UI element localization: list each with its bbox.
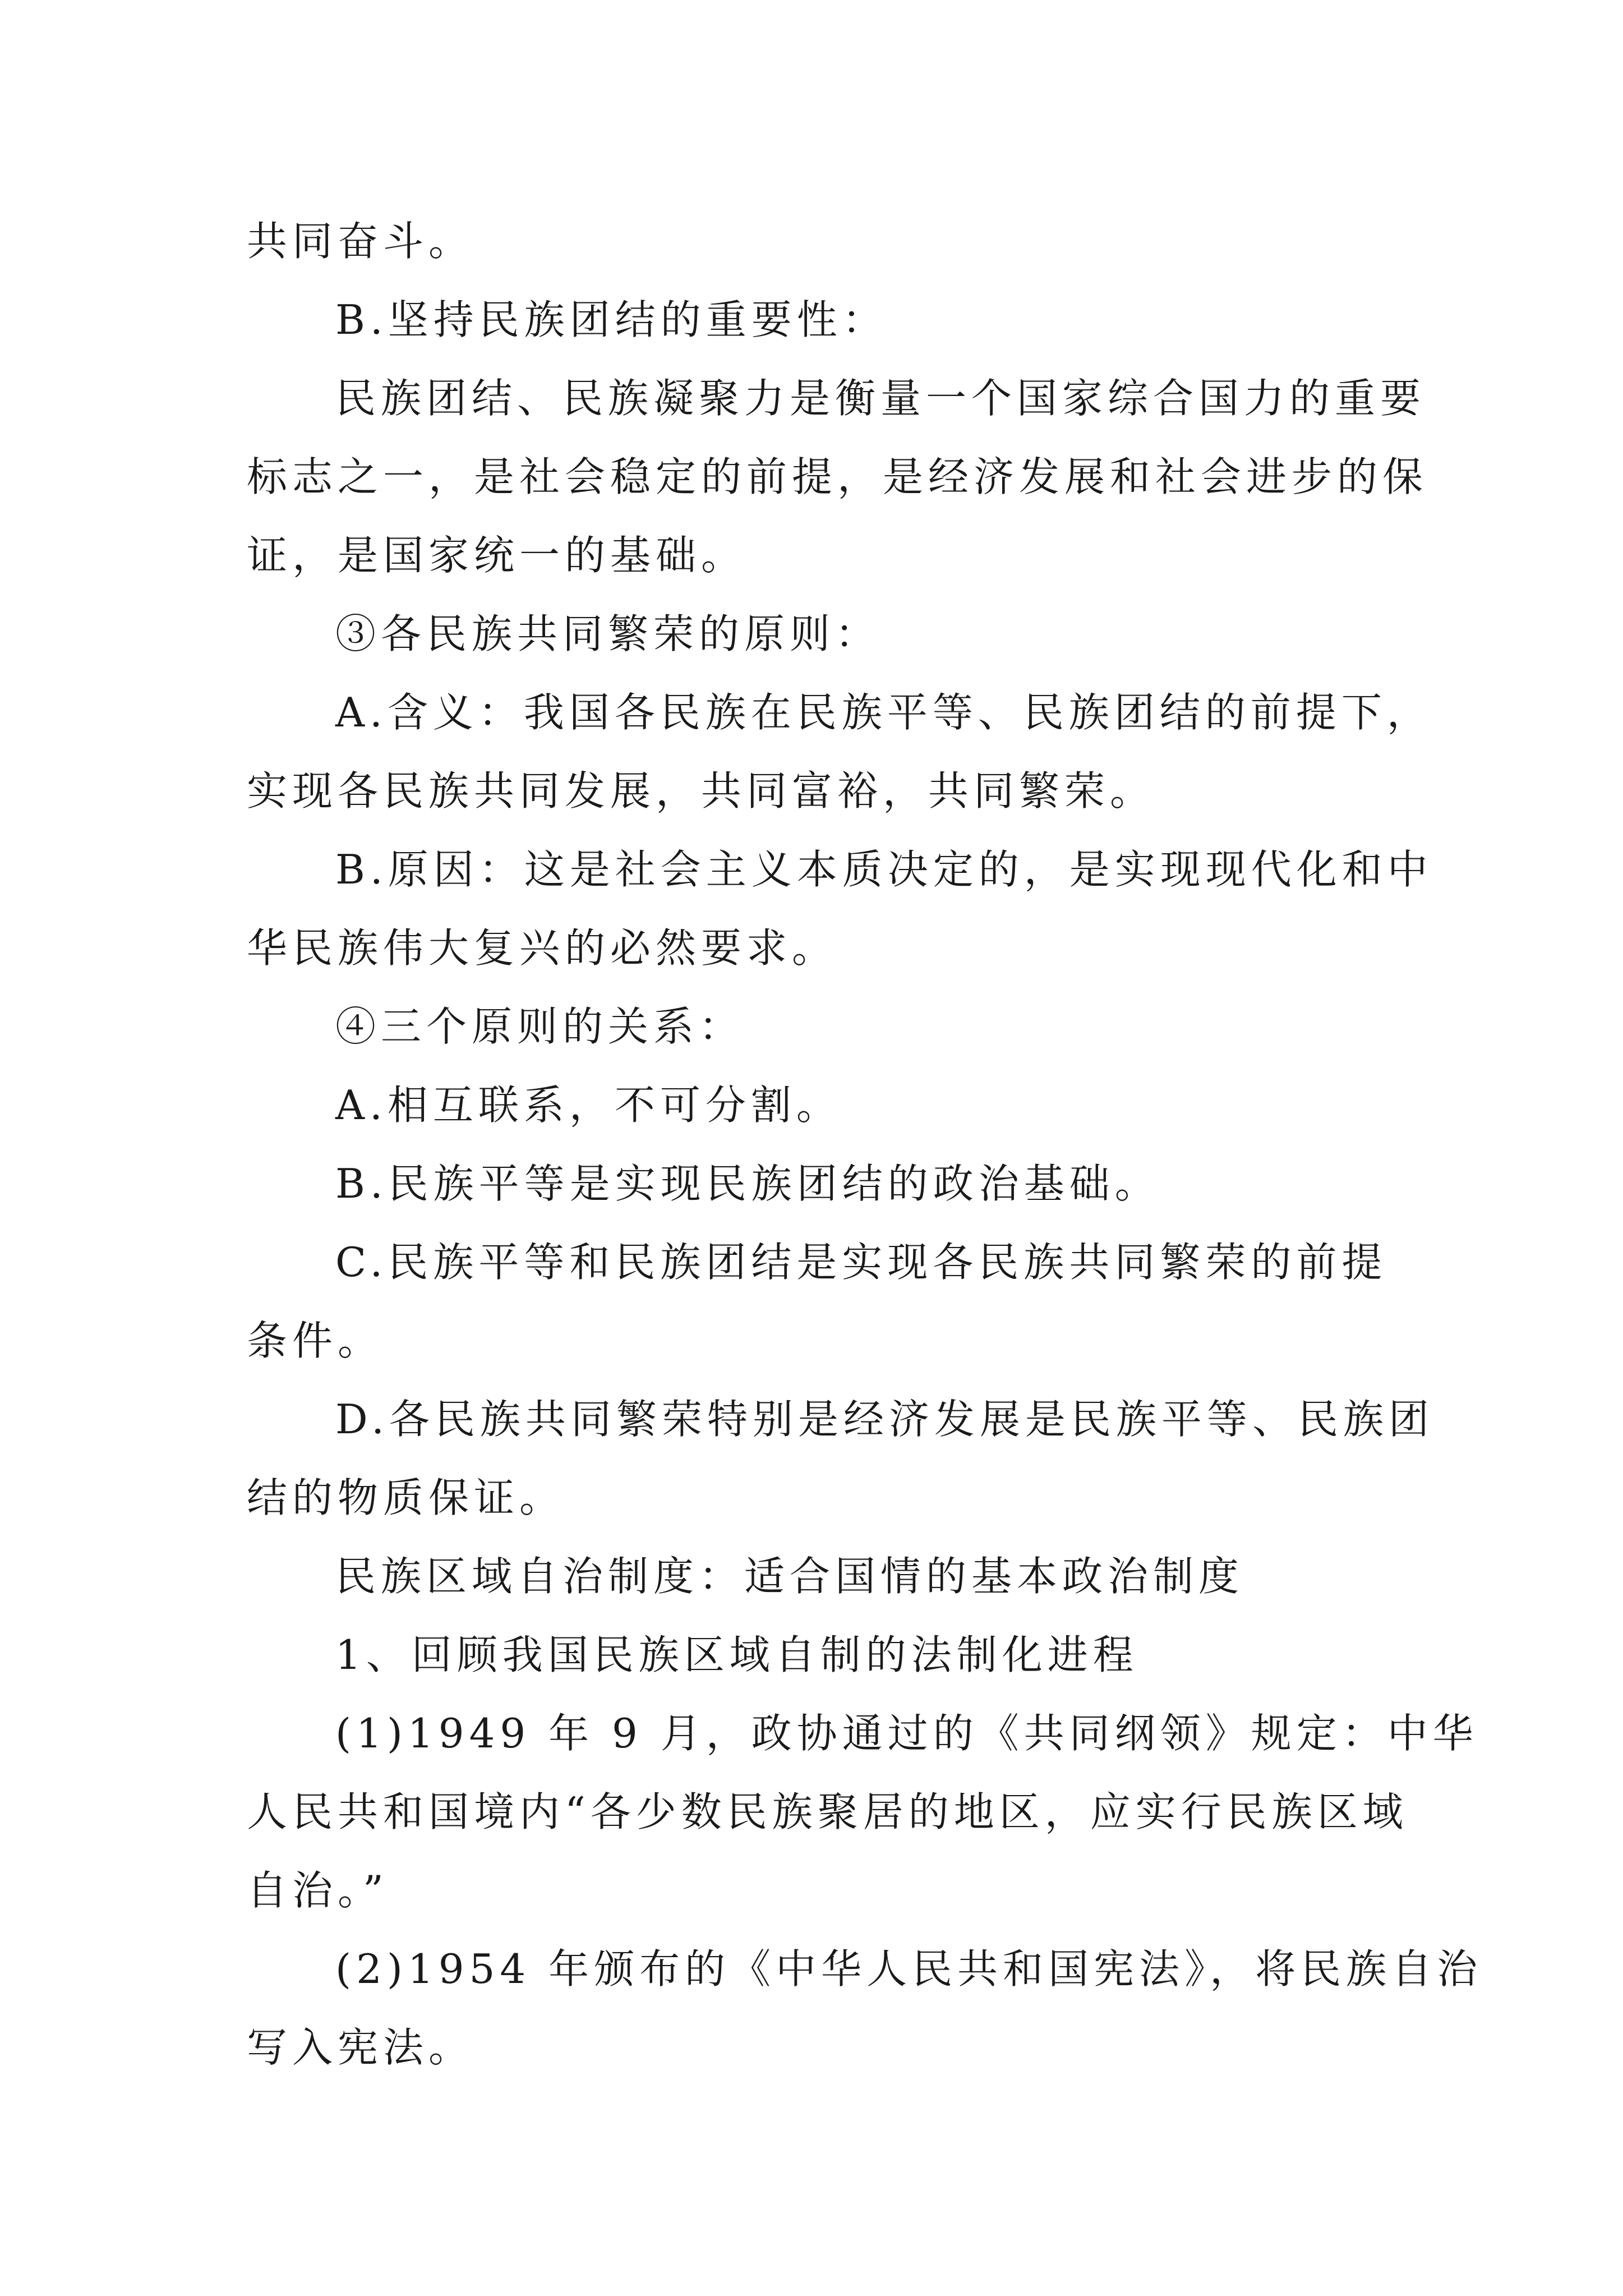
text-line: 结的物质保证。 <box>247 1474 565 1521</box>
text-line: 实现各民族共同发展，共同富裕，共同繁荣。 <box>247 767 1156 815</box>
text-line: 华民族伟大复兴的必然要求。 <box>247 924 838 972</box>
document-page <box>247 202 1483 2087</box>
text-line: C.民族平等和民族团结是实现各民族共同繁荣的前提 <box>335 1239 1387 1286</box>
text-line: ④三个原则的关系： <box>335 1003 745 1050</box>
text-line: A.相互联系，不可分割。 <box>335 1082 842 1129</box>
text-line: (1)1949 年 9 月，政协通过的《共同纲领》规定：中华 <box>335 1710 1478 1757</box>
text-line: B.原因：这是社会主义本质决定的，是实现现代化和中 <box>335 846 1433 893</box>
text-line: B.民族平等是实现民族团结的政治基础。 <box>335 1160 1160 1207</box>
text-line: 自治。” <box>247 1867 389 1914</box>
text-line: ③各民族共同繁荣的原则： <box>335 610 881 657</box>
text-line: B.坚持民族团结的重要性： <box>335 296 888 343</box>
text-line: 写入宪法。 <box>247 2024 474 2071</box>
text-line: (2)1954 年颁布的《中华人民共和国宪法》，将民族自治 <box>335 1945 1483 1993</box>
text-line: 共同奋斗。 <box>247 218 474 265</box>
text-line: 标志之一，是社会稳定的前提，是经济发展和社会进步的保 <box>247 453 1428 500</box>
subsection-heading: 1、回顾我国民族区域自制的法制化进程 <box>335 1631 1138 1678</box>
section-heading: 民族区域自治制度：适合国情的基本政治制度 <box>335 1553 1244 1600</box>
text-line: 民族团结、民族凝聚力是衡量一个国家综合国力的重要 <box>335 375 1426 422</box>
text-line: A.含义：我国各民族在民族平等、民族团结的前提下， <box>335 689 1432 736</box>
text-line: 证，是国家统一的基础。 <box>247 532 747 579</box>
text-line: 条件。 <box>247 1317 384 1364</box>
text-line: D.各民族共同繁荣特别是经济发展是民族平等、民族团 <box>335 1396 1435 1443</box>
text-line: 人民共和国境内“各少数民族聚居的地区，应实行民族区域 <box>247 1788 1408 1835</box>
